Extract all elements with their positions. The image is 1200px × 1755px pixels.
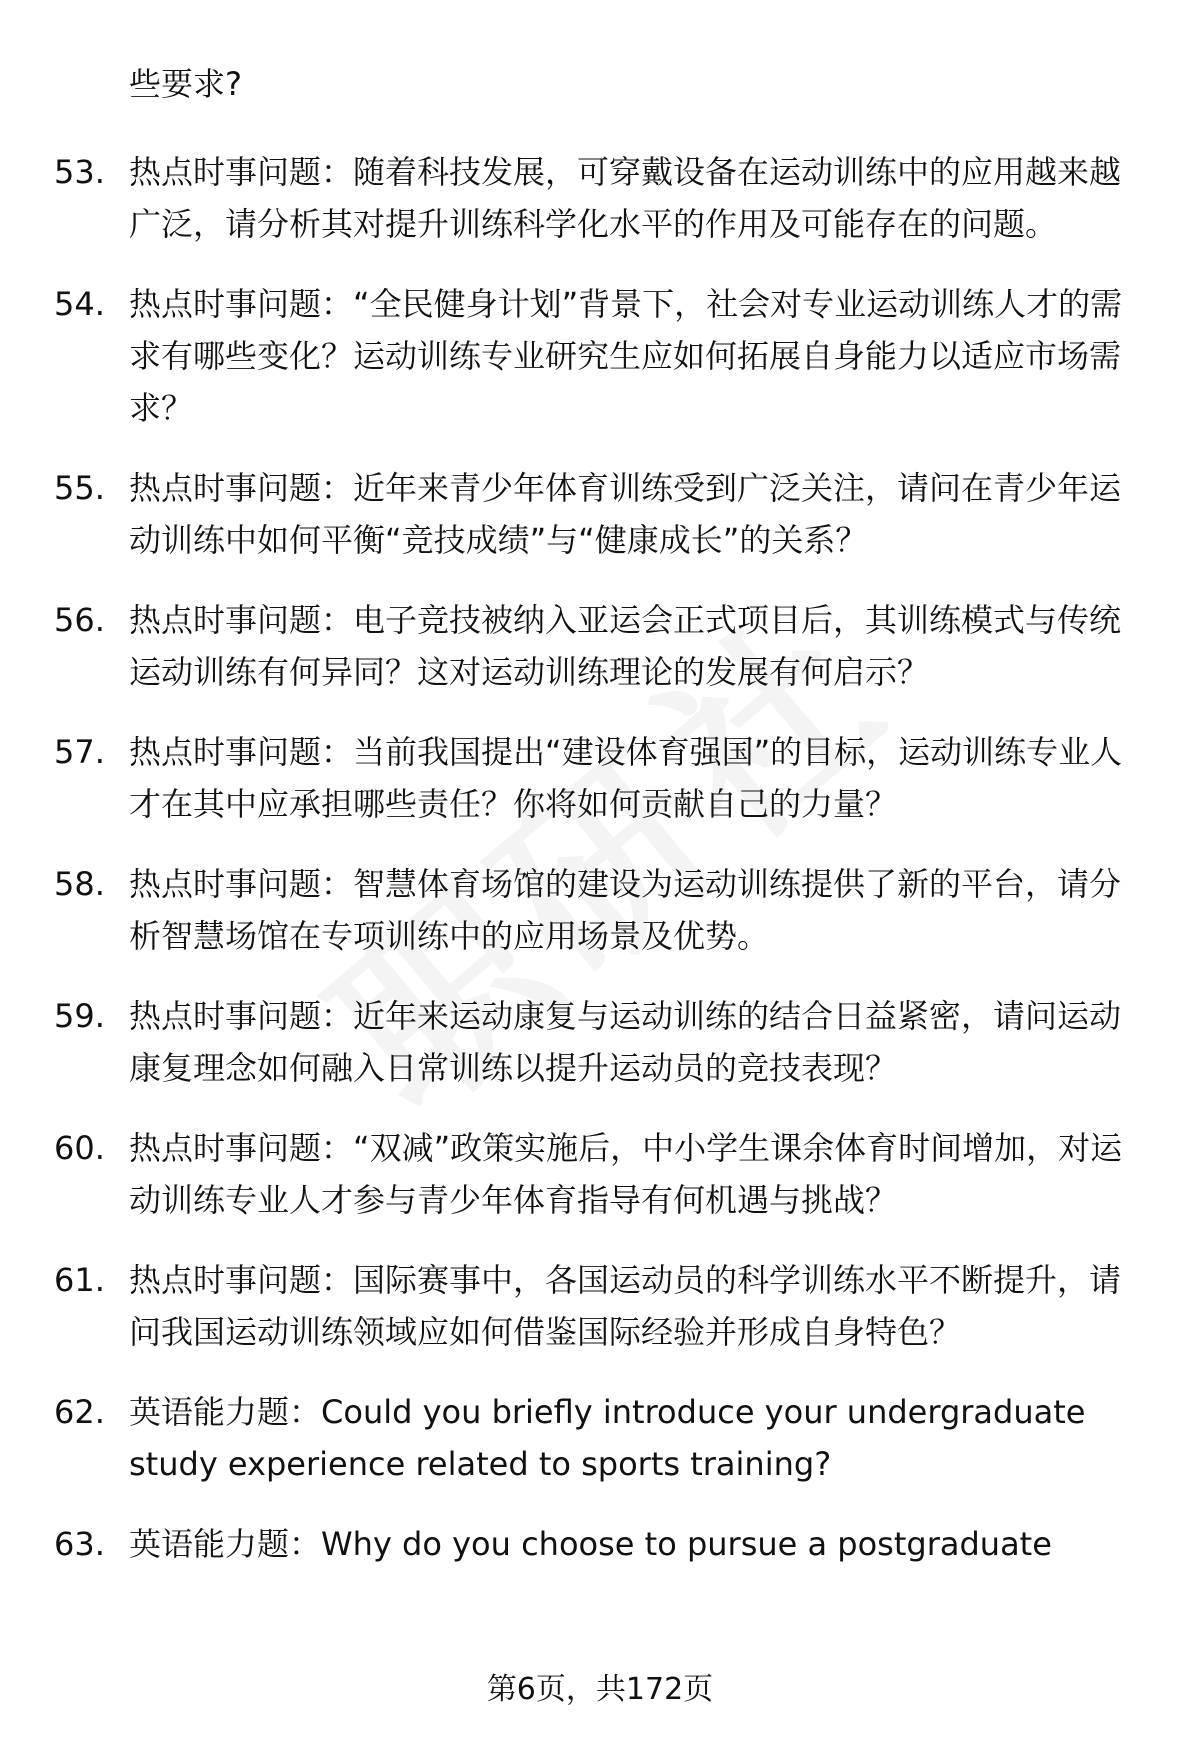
list-item — [54, 278, 1144, 434]
item-prefix: 英语能力题： — [129, 1525, 322, 1563]
item-number: 57. — [54, 733, 105, 771]
item-text — [129, 1518, 1144, 1570]
item-text: 热点时事问题：电子竞技被纳入亚运会正式项目后，其训练模式与传统运动训练有何异同？这对运动训练理论的发展有何启示？ — [129, 601, 1122, 691]
item-number: 58. — [54, 865, 105, 903]
item-text: 热点时事问题：近年来青少年体育训练受到广泛关注，请问在青少年运动训练中如何平衡“竞技成绩”与“健康成长”的关系？ — [129, 469, 1122, 559]
item-number: 56. — [54, 601, 105, 639]
item-text: 热点时事问题：国际赛事中，各国运动员的科学训练水平不断提升，请问我国运动训练领域应如何借鉴国际经验并形成自身特色？ — [129, 1261, 1122, 1351]
list-item — [54, 726, 1144, 830]
item-number: 60. — [54, 1129, 105, 1167]
item-number: 61. — [54, 1261, 105, 1299]
item-text: 热点时事问题：随着科技发展，可穿戴设备在运动训练中的应用越来越广泛，请分析其对提升训练科学化水平的作用及可能存在的问题。 — [129, 153, 1122, 243]
list-item — [54, 1122, 1144, 1226]
item-number: 63. — [54, 1525, 105, 1563]
list-item — [54, 1518, 1144, 1570]
list-item — [54, 462, 1144, 566]
item-text: 热点时事问题：智慧体育场馆的建设为运动训练提供了新的平台，请分析智慧场馆在专项训练中的应用场景及优势。 — [129, 865, 1122, 955]
item-prefix: 英语能力题： — [129, 1393, 322, 1431]
item-text: 热点时事问题：“双减”政策实施后，中小学生课余体育时间增加，对运动训练专业人才参与青少年体育指导有何机遇与挑战？ — [129, 1129, 1123, 1219]
item-number: 59. — [54, 997, 105, 1035]
item-text: 热点时事问题：“全民健身计划”背景下，社会对专业运动训练人才的需求有哪些变化？运动训练专业研究生应如何拓展自身能力以适应市场需求？ — [129, 285, 1123, 427]
item-text: 热点时事问题：当前我国提出“建设体育强国”的目标，运动训练专业人才在其中应承担哪些责任？你将如何贡献自己的力量？ — [129, 733, 1123, 823]
list-item — [54, 594, 1144, 698]
item-number: 53. — [54, 153, 105, 191]
item-text — [129, 1386, 1144, 1490]
page-number: 第6页，共172页 — [486, 1672, 714, 1707]
item-number: 62. — [54, 1393, 105, 1431]
item-english-text: Could you briefly introduce your undergraduate study experience related to sports training? — [129, 1393, 1086, 1483]
list-item — [54, 990, 1144, 1094]
list-item — [54, 146, 1144, 250]
item-number: 54. — [54, 285, 105, 323]
list-item — [54, 1386, 1144, 1490]
item-text: 热点时事问题：近年来运动康复与运动训练的结合日益紧密，请问运动康复理念如何融入日常训练以提升运动员的竞技表现？ — [129, 997, 1122, 1087]
continued-text: 些要求? — [129, 65, 242, 103]
list-item — [54, 858, 1144, 962]
item-english-text: Why do you choose to pursue a postgraduate — [321, 1525, 1052, 1563]
item-number: 55. — [54, 469, 105, 507]
list-item — [54, 1254, 1144, 1358]
question-list — [54, 58, 1144, 1598]
